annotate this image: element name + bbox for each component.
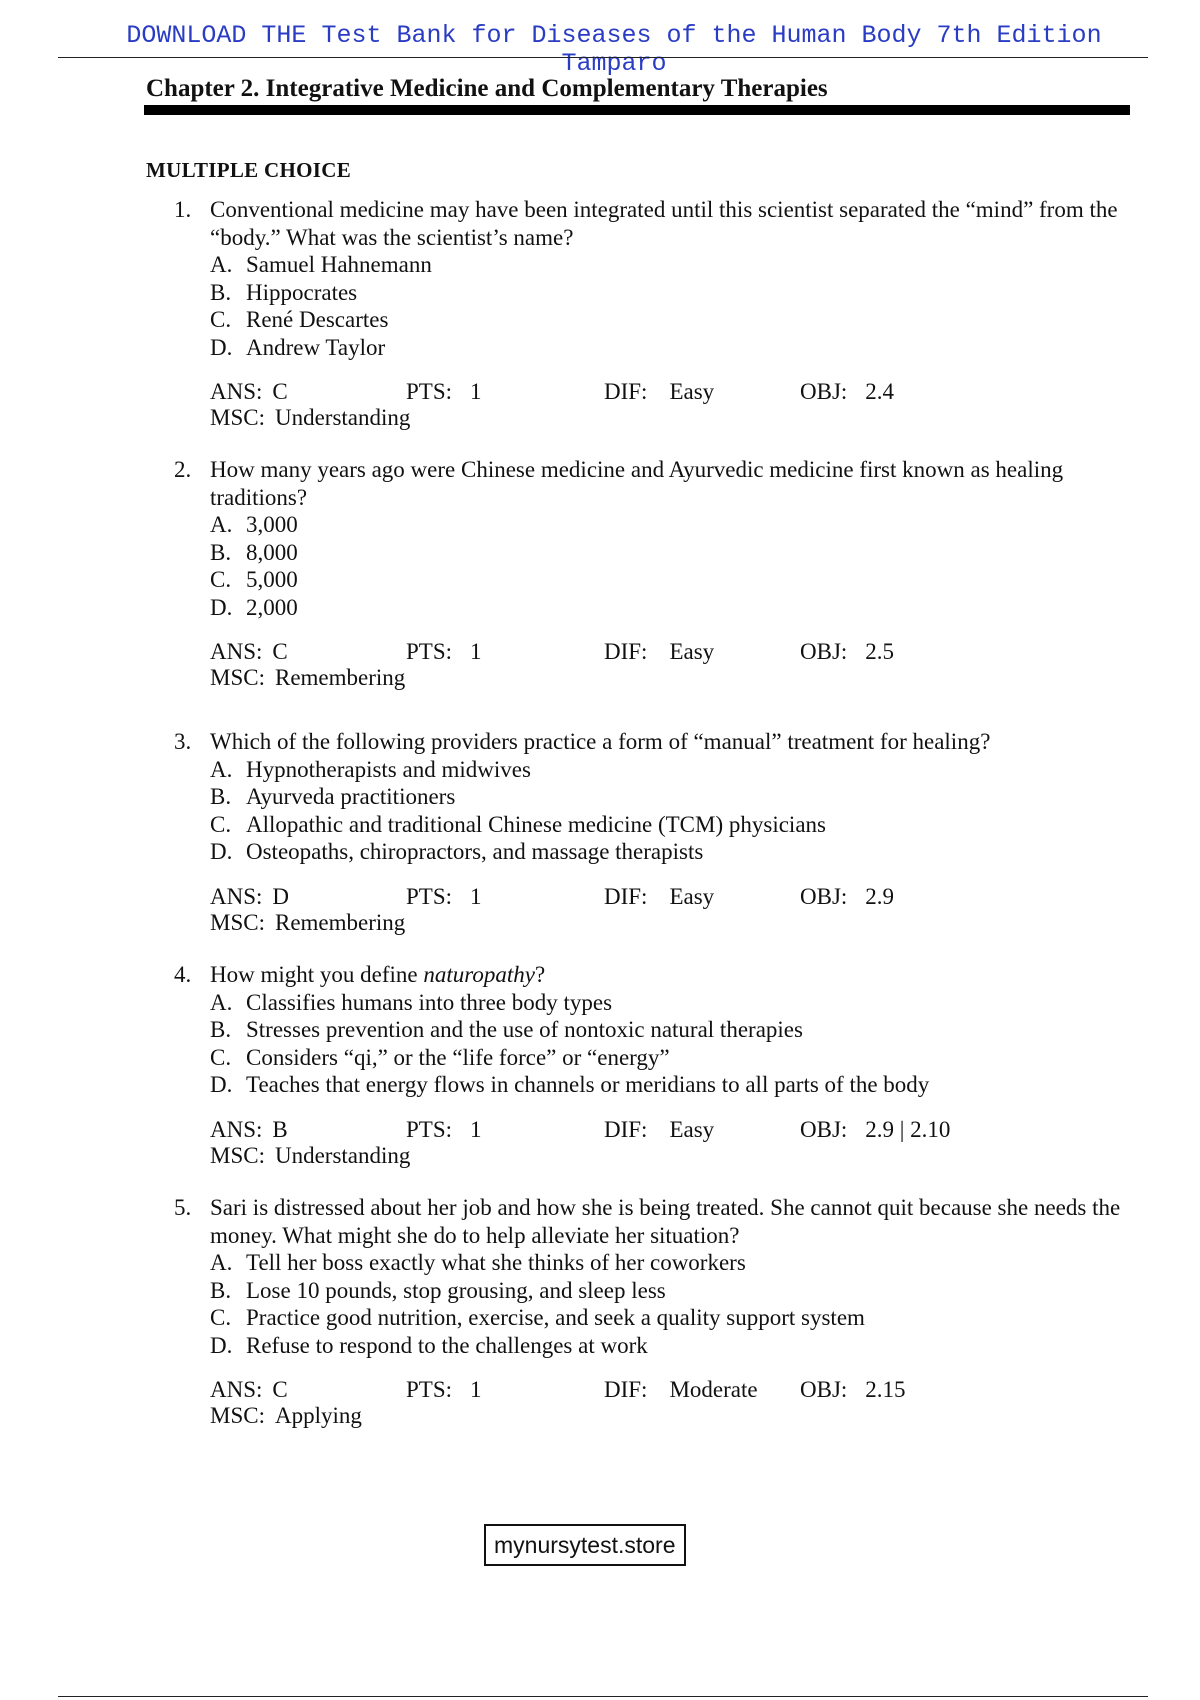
option-c: C. Allopathic and traditional Chinese medicine (TCM) physicians xyxy=(210,811,826,837)
objective-value: 2.15 xyxy=(865,1377,906,1402)
points-field: PTS: 1 xyxy=(406,1377,482,1402)
objective-value: 2.9 | 2.10 xyxy=(865,1116,951,1142)
emphasized-term: naturopathy xyxy=(423,962,535,987)
option-text: Hippocrates xyxy=(246,279,358,305)
points-value: 1 xyxy=(470,883,482,909)
points-field: PTS: 1 xyxy=(406,1116,482,1142)
option-b: B. Ayurveda practitioners xyxy=(210,784,456,809)
option-text: Andrew Taylor xyxy=(246,334,386,360)
answer-value: C xyxy=(272,379,288,404)
option-c: C. Considers “qi,” or the “life force” or “energy” xyxy=(210,1044,670,1070)
msc-field: MSC: Applying xyxy=(210,1403,362,1428)
option-text: Teaches that energy flows in channels or meridians to all parts of the body xyxy=(246,1072,930,1097)
watermark-text: mynursytest.store xyxy=(494,1532,676,1558)
option-text: 2,000 xyxy=(246,594,298,620)
difficulty-value: Easy xyxy=(669,379,715,404)
option-text: 8,000 xyxy=(246,539,298,565)
answer-field: ANS: D xyxy=(210,883,290,909)
question-text: Which of the following providers practice a form of “manual” treatment for healing? xyxy=(210,729,991,754)
option-d: D. Osteopaths, chiropractors, and massage therapists xyxy=(210,839,704,864)
answer-metadata xyxy=(210,379,1134,431)
option-text: Allopathic and traditional Chinese medicine (TCM) physicians xyxy=(246,811,826,837)
option-text: 5,000 xyxy=(246,567,298,592)
question-2 xyxy=(174,456,1134,691)
objective-value: 2.9 xyxy=(865,883,895,909)
question-number: 2. xyxy=(174,457,192,482)
points-field: PTS: 1 xyxy=(406,639,482,664)
option-c: C. 5,000 xyxy=(210,567,298,592)
points-value: 1 xyxy=(470,1377,482,1402)
answer-field: ANS: C xyxy=(210,379,288,404)
objective-field: OBJ: 2.5 xyxy=(800,639,895,664)
question-number: 1. xyxy=(174,197,192,222)
difficulty-value: Easy xyxy=(669,883,715,909)
msc-value: Remembering xyxy=(274,665,406,690)
option-b: B. Lose 10 pounds, stop grousing, and sleep less xyxy=(210,1277,666,1303)
msc-field: MSC: Remembering xyxy=(210,909,406,935)
option-text: Practice good nutrition, exercise, and seek a quality support system xyxy=(246,1305,865,1330)
option-d: D. Teaches that energy flows in channels or meridians to all parts of the body xyxy=(210,1072,930,1097)
question-text: How might you define naturopathy? xyxy=(210,962,546,987)
answer-value: C xyxy=(272,1377,288,1402)
points-value: 1 xyxy=(470,1116,482,1142)
answer-field: ANS: C xyxy=(210,639,288,664)
points-value: 1 xyxy=(470,639,482,664)
objective-value: 2.5 xyxy=(865,639,895,664)
answer-metadata xyxy=(210,884,1134,936)
option-list xyxy=(210,1249,1134,1359)
answer-field: ANS: B xyxy=(210,1116,288,1142)
option-c: C. Practice good nutrition, exercise, and seek a quality support system xyxy=(210,1305,865,1330)
option-a: A. Classifies humans into three body types xyxy=(210,989,613,1015)
option-text: Ayurveda practitioners xyxy=(246,784,456,809)
chapter-title: Chapter 2. Integrative Medicine and Complementary Therapies xyxy=(146,75,828,102)
question-number: 5. xyxy=(174,1195,192,1220)
question-number: 4. xyxy=(174,962,192,987)
banner-line-2: Tamparo xyxy=(561,49,667,78)
points-field: PTS: 1 xyxy=(406,379,482,404)
option-text: 3,000 xyxy=(246,512,298,537)
option-list xyxy=(210,251,1134,361)
question-3 xyxy=(174,728,1134,936)
question-text: How many years ago were Chinese medicine and Ayurvedic medicine first known as healing traditions? xyxy=(210,457,1064,510)
answer-value: B xyxy=(272,1116,288,1142)
answer-metadata xyxy=(210,1117,1134,1169)
option-text: Classifies humans into three body types xyxy=(246,989,613,1015)
points-value: 1 xyxy=(470,379,482,404)
banner-line-1: DOWNLOAD THE Test Bank for Diseases of the Human Body 7th Edition xyxy=(126,21,1102,50)
difficulty-value: Easy xyxy=(669,1116,715,1142)
option-text: René Descartes xyxy=(246,307,389,332)
watermark-box xyxy=(484,1524,686,1566)
option-list xyxy=(210,989,1134,1099)
option-d: D. Refuse to respond to the challenges at work xyxy=(210,1332,648,1358)
difficulty-field: DIF: Easy xyxy=(604,379,715,404)
option-text: Refuse to respond to the challenges at work xyxy=(246,1332,648,1358)
question-text: Sari is distressed about her job and how she is being treated. She cannot quit because she needs the money. What might she do to help alleviate her situation? xyxy=(210,1195,1121,1248)
question-1 xyxy=(174,196,1134,431)
footer-rule xyxy=(58,1696,1148,1697)
msc-value: Applying xyxy=(274,1403,362,1428)
msc-field: MSC: Remembering xyxy=(210,665,406,690)
option-text: Stresses prevention and the use of nontoxic natural therapies xyxy=(246,1017,803,1042)
section-heading: MULTIPLE CHOICE xyxy=(146,158,352,182)
msc-value: Understanding xyxy=(274,1142,411,1168)
points-field: PTS: 1 xyxy=(406,883,482,909)
objective-field: OBJ: 2.4 xyxy=(800,379,895,404)
difficulty-value: Moderate xyxy=(669,1377,758,1402)
difficulty-field: DIF: Easy xyxy=(604,883,715,909)
option-b: B. Hippocrates xyxy=(210,279,358,305)
option-d: D. Andrew Taylor xyxy=(210,334,386,360)
question-number: 3. xyxy=(174,729,192,754)
answer-field: ANS: C xyxy=(210,1377,288,1402)
option-a: A. Tell her boss exactly what she thinks of her coworkers xyxy=(210,1250,746,1275)
question-5 xyxy=(174,1194,1134,1429)
option-text: Lose 10 pounds, stop grousing, and sleep less xyxy=(246,1277,666,1303)
msc-value: Understanding xyxy=(274,405,411,430)
msc-value: Remembering xyxy=(274,909,406,935)
option-list xyxy=(210,756,1134,866)
difficulty-value: Easy xyxy=(669,639,715,664)
objective-field: OBJ: 2.9 xyxy=(800,883,895,909)
option-a: A. Hypnotherapists and midwives xyxy=(210,756,531,782)
answer-metadata xyxy=(210,1377,1134,1429)
difficulty-field: DIF: Moderate xyxy=(604,1377,758,1402)
option-c: C. René Descartes xyxy=(210,307,389,332)
difficulty-field: DIF: Easy xyxy=(604,1116,715,1142)
option-text: Samuel Hahnemann xyxy=(246,252,432,277)
objective-field: OBJ: 2.15 xyxy=(800,1377,906,1402)
option-a: A. 3,000 xyxy=(210,512,298,537)
answer-value: C xyxy=(272,639,288,664)
option-text: Considers “qi,” or the “life force” or “energy” xyxy=(246,1044,670,1070)
objective-value: 2.4 xyxy=(865,379,895,404)
question-4 xyxy=(174,961,1134,1169)
option-text: Hypnotherapists and midwives xyxy=(246,756,531,782)
answer-value: D xyxy=(272,883,290,909)
objective-field: OBJ: 2.9 | 2.10 xyxy=(800,1116,951,1142)
answer-metadata xyxy=(210,639,1134,691)
option-list xyxy=(210,511,1134,621)
option-d: D. 2,000 xyxy=(210,594,298,620)
msc-field: MSC: Understanding xyxy=(210,1142,411,1168)
question-text: Conventional medicine may have been integrated until this scientist separated the “mind” from the “body.” What was the scientist’s name? xyxy=(210,197,1118,250)
msc-field: MSC: Understanding xyxy=(210,405,411,430)
difficulty-field: DIF: Easy xyxy=(604,639,715,664)
option-a: A. Samuel Hahnemann xyxy=(210,252,432,277)
option-b: B. Stresses prevention and the use of nontoxic natural therapies xyxy=(210,1017,803,1042)
option-text: Osteopaths, chiropractors, and massage therapists xyxy=(246,839,704,864)
option-b: B. 8,000 xyxy=(210,539,298,565)
option-text: Tell her boss exactly what she thinks of her coworkers xyxy=(246,1250,746,1275)
